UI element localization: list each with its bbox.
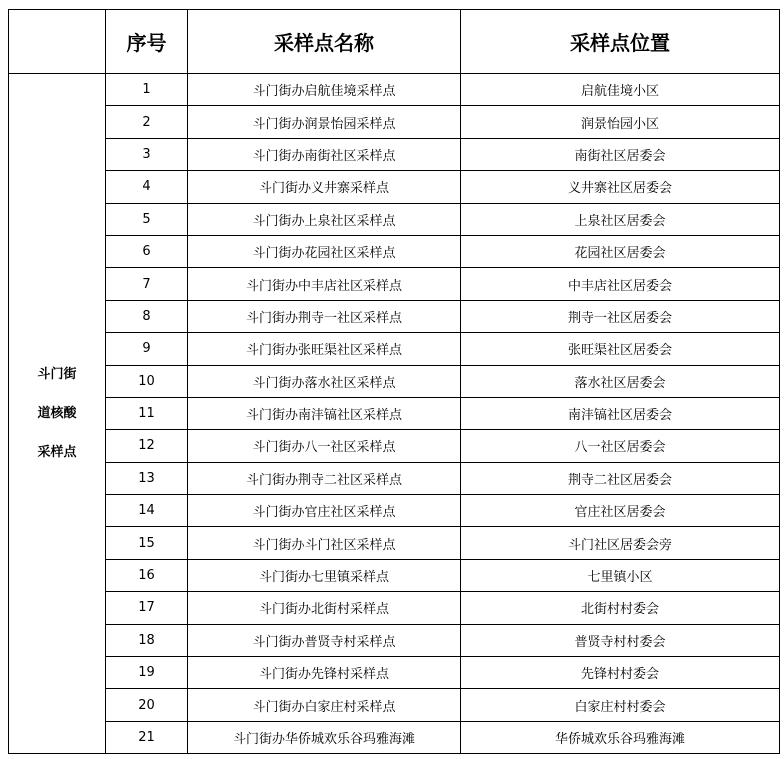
row-site-name: 斗门街办润景怡园采样点 — [188, 106, 461, 138]
row-index: 14 — [106, 495, 188, 527]
row-index: 6 — [106, 235, 188, 267]
row-index: 8 — [106, 300, 188, 332]
header-corner — [9, 10, 106, 74]
row-index: 16 — [106, 559, 188, 591]
header-row — [9, 10, 780, 74]
row-site-name: 斗门街办义井寨采样点 — [188, 171, 461, 203]
row-site-name: 斗门街办官庄社区采样点 — [188, 495, 461, 527]
row-site-name: 斗门街办中丰店社区采样点 — [188, 268, 461, 300]
row-site-location: 启航佳境小区 — [461, 74, 780, 106]
sampling-sites-sheet — [8, 9, 780, 754]
table-row — [9, 397, 780, 429]
row-site-name: 斗门街办八一社区采样点 — [188, 430, 461, 462]
row-site-location: 白家庄村村委会 — [461, 689, 780, 721]
table-row — [9, 592, 780, 624]
row-site-name: 斗门街办花园社区采样点 — [188, 235, 461, 267]
row-index: 12 — [106, 430, 188, 462]
table-row — [9, 171, 780, 203]
table-row — [9, 235, 780, 267]
row-site-name: 斗门街办南街社区采样点 — [188, 138, 461, 170]
table-row — [9, 527, 780, 559]
table-row — [9, 74, 780, 106]
row-site-location: 八一社区居委会 — [461, 430, 780, 462]
table-row — [9, 300, 780, 332]
table-row — [9, 721, 780, 753]
row-site-location: 七里镇小区 — [461, 559, 780, 591]
row-index: 7 — [106, 268, 188, 300]
row-index: 17 — [106, 592, 188, 624]
row-index: 20 — [106, 689, 188, 721]
table-row — [9, 462, 780, 494]
row-site-location: 普贤寺村村委会 — [461, 624, 780, 656]
row-site-name: 斗门街办落水社区采样点 — [188, 365, 461, 397]
row-index: 3 — [106, 138, 188, 170]
row-site-location: 上泉社区居委会 — [461, 203, 780, 235]
table-row — [9, 333, 780, 365]
table-row — [9, 365, 780, 397]
row-index: 9 — [106, 333, 188, 365]
row-index: 1 — [106, 74, 188, 106]
row-site-location: 润景怡园小区 — [461, 106, 780, 138]
row-site-name: 斗门街办荆寺二社区采样点 — [188, 462, 461, 494]
table-row — [9, 138, 780, 170]
row-index: 11 — [106, 397, 188, 429]
row-site-location: 北街村村委会 — [461, 592, 780, 624]
row-site-location: 落水社区居委会 — [461, 365, 780, 397]
row-site-location: 斗门社区居委会旁 — [461, 527, 780, 559]
table-row — [9, 657, 780, 689]
row-site-location: 南街社区居委会 — [461, 138, 780, 170]
row-index: 15 — [106, 527, 188, 559]
group-label: 斗门街道核酸采样点 — [37, 367, 77, 461]
row-site-location: 荆寺二社区居委会 — [461, 462, 780, 494]
row-index: 19 — [106, 657, 188, 689]
row-site-location: 义井寨社区居委会 — [461, 171, 780, 203]
row-site-name: 斗门街办北街村采样点 — [188, 592, 461, 624]
header-index: 序号 — [106, 10, 188, 74]
row-site-name: 斗门街办张旺渠社区采样点 — [188, 333, 461, 365]
row-site-name: 斗门街办斗门社区采样点 — [188, 527, 461, 559]
header-site-location: 采样点位置 — [461, 10, 780, 74]
group-label-cell — [9, 74, 106, 754]
row-index: 5 — [106, 203, 188, 235]
row-site-name: 斗门街办南沣镐社区采样点 — [188, 397, 461, 429]
table-body — [9, 74, 780, 754]
row-index: 18 — [106, 624, 188, 656]
row-site-location: 张旺渠社区居委会 — [461, 333, 780, 365]
header-site-name: 采样点名称 — [188, 10, 461, 74]
table-row — [9, 430, 780, 462]
row-index: 10 — [106, 365, 188, 397]
row-site-location: 先锋村村委会 — [461, 657, 780, 689]
row-site-name: 斗门街办先锋村采样点 — [188, 657, 461, 689]
table-row — [9, 689, 780, 721]
row-site-location: 花园社区居委会 — [461, 235, 780, 267]
row-site-location: 官庄社区居委会 — [461, 495, 780, 527]
row-site-name: 斗门街办七里镇采样点 — [188, 559, 461, 591]
sampling-sites-table — [8, 9, 780, 754]
row-site-location: 中丰店社区居委会 — [461, 268, 780, 300]
row-site-location: 南沣镐社区居委会 — [461, 397, 780, 429]
row-index: 4 — [106, 171, 188, 203]
row-site-name: 斗门街办上泉社区采样点 — [188, 203, 461, 235]
table-row — [9, 559, 780, 591]
row-site-name: 斗门街办普贤寺村采样点 — [188, 624, 461, 656]
table-row — [9, 106, 780, 138]
row-site-name: 斗门街办华侨城欢乐谷玛雅海滩 — [188, 721, 461, 753]
row-site-name: 斗门街办启航佳境采样点 — [188, 74, 461, 106]
row-site-location: 华侨城欢乐谷玛雅海滩 — [461, 721, 780, 753]
row-site-location: 荆寺一社区居委会 — [461, 300, 780, 332]
table-row — [9, 624, 780, 656]
table-row — [9, 203, 780, 235]
row-site-name: 斗门街办荆寺一社区采样点 — [188, 300, 461, 332]
row-site-name: 斗门街办白家庄村采样点 — [188, 689, 461, 721]
table-row — [9, 495, 780, 527]
table-row — [9, 268, 780, 300]
row-index: 2 — [106, 106, 188, 138]
row-index: 13 — [106, 462, 188, 494]
row-index: 21 — [106, 721, 188, 753]
